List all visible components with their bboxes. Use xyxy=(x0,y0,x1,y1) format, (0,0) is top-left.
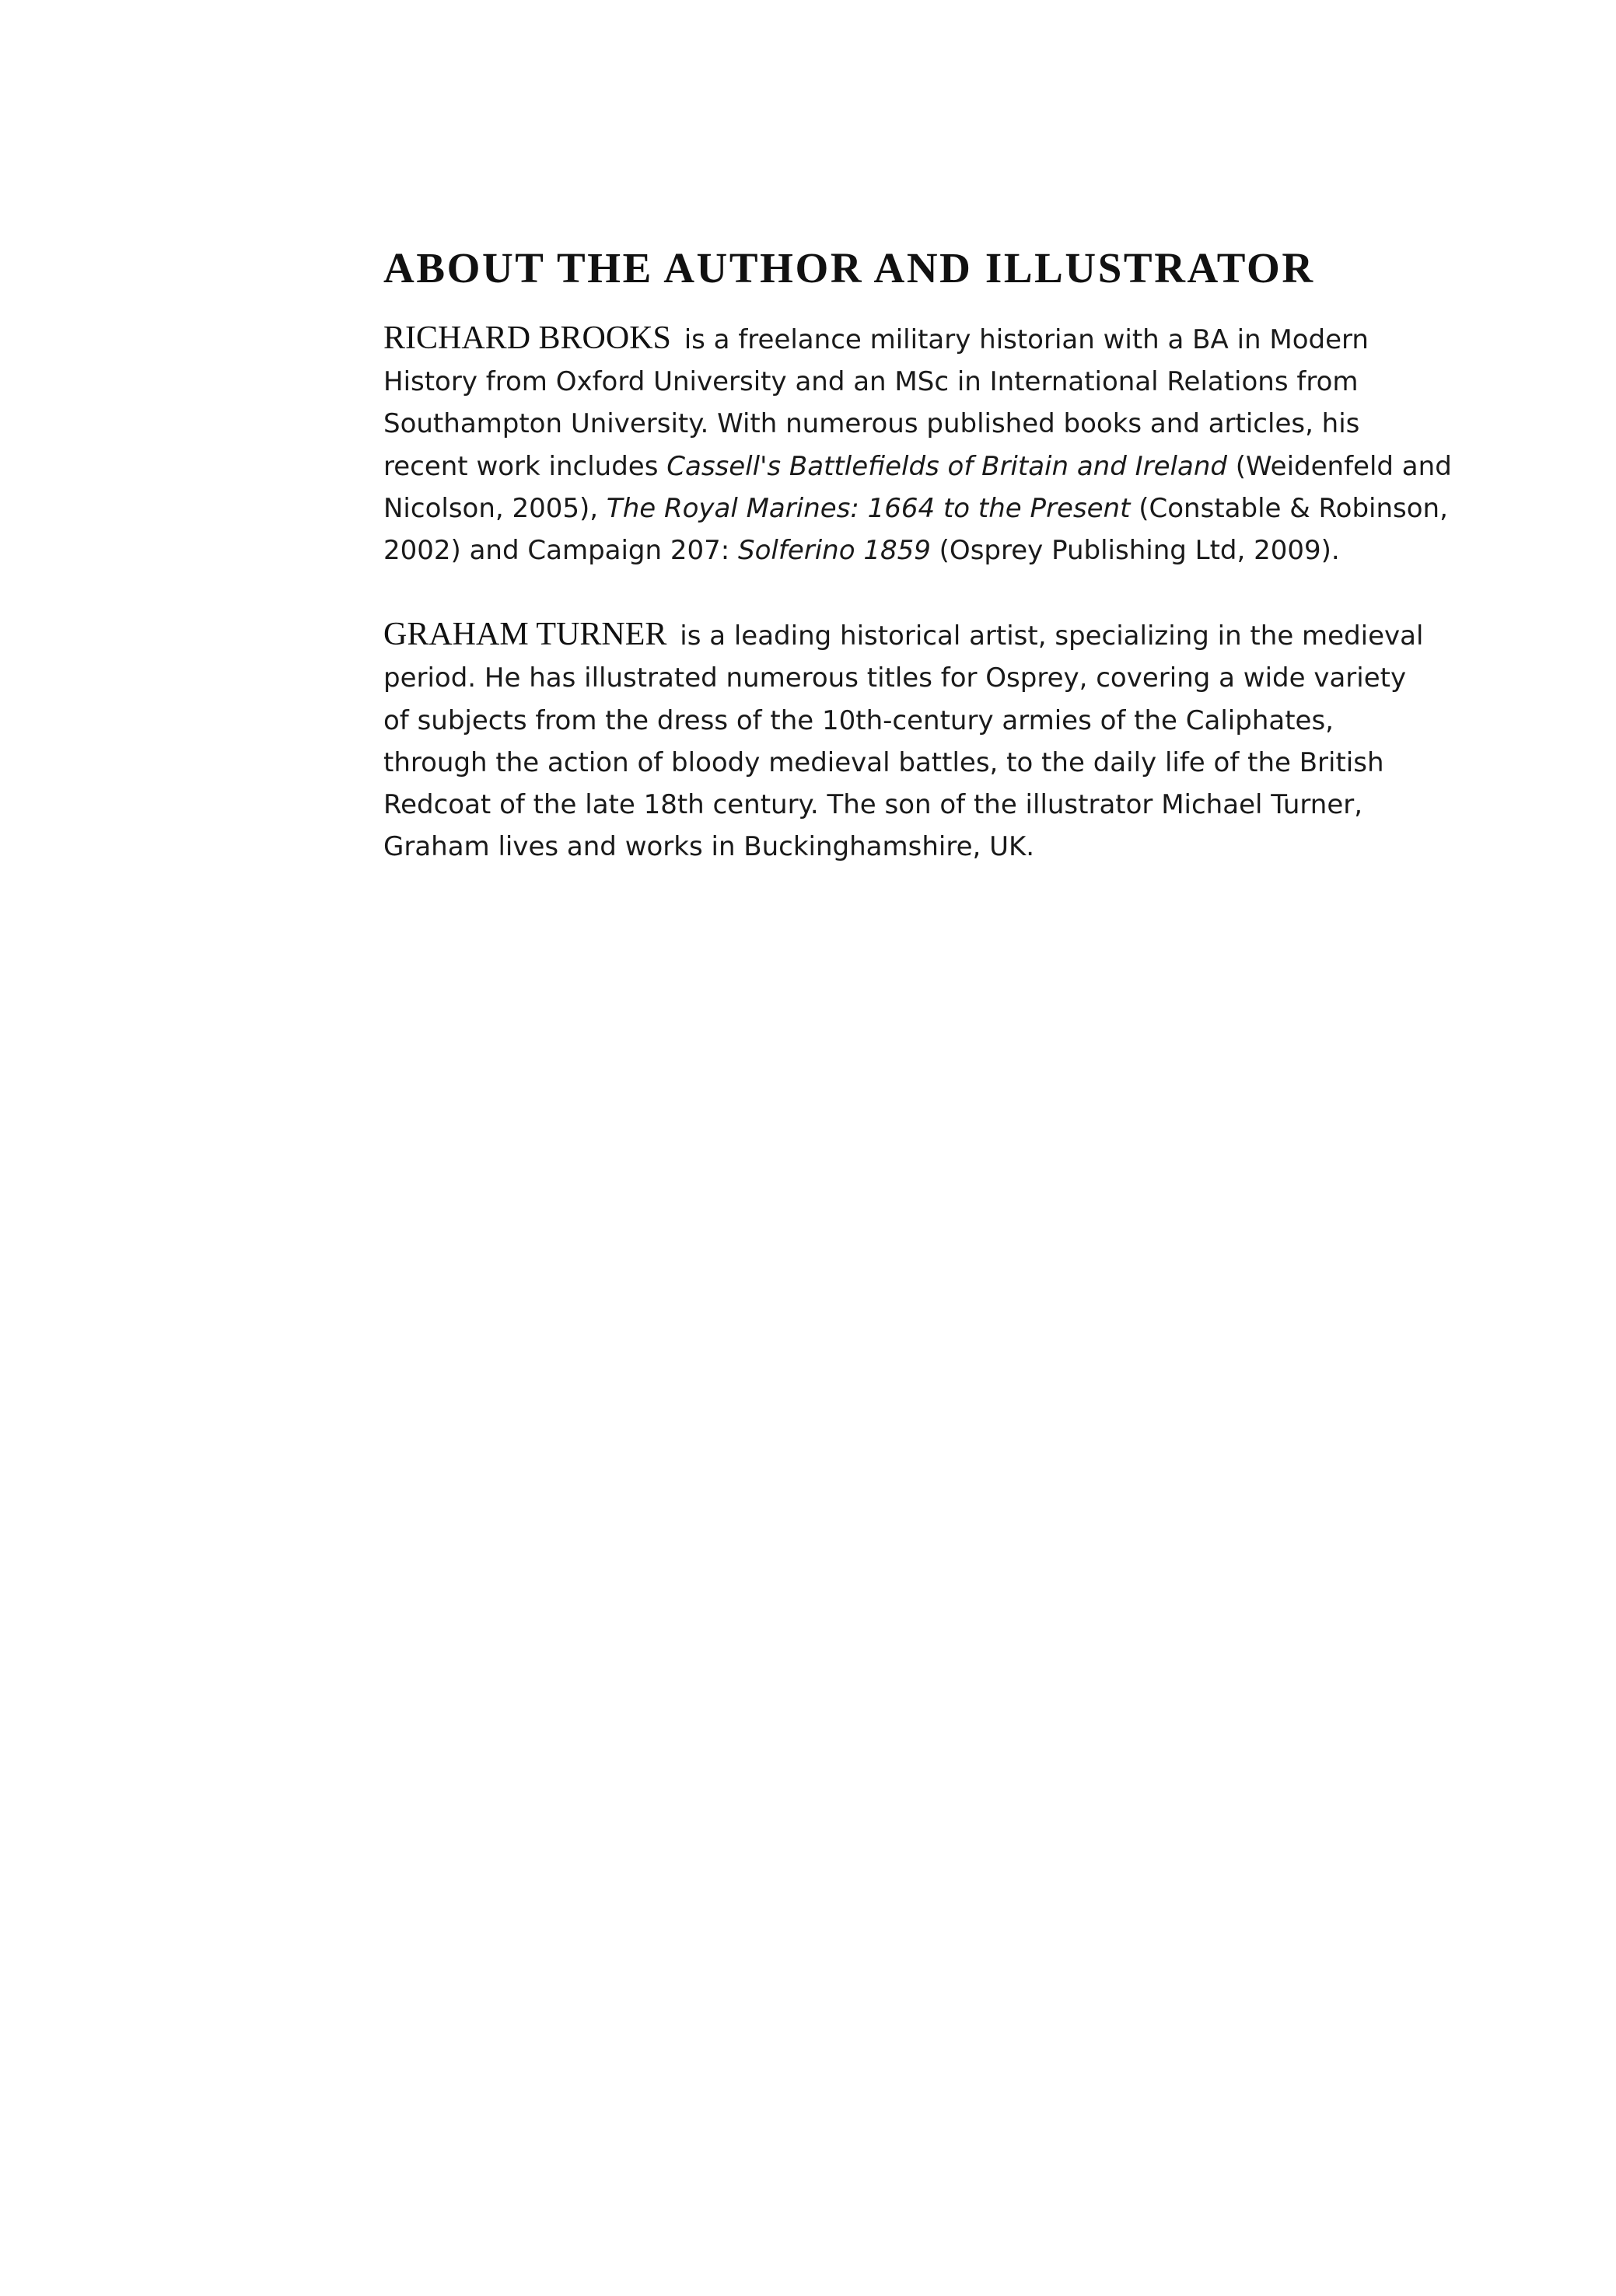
author-bio-line-5 xyxy=(383,529,1472,571)
illustrator-bio-text: Graham lives and works in Buckinghamshire, UK. xyxy=(383,831,1035,863)
author-bio-line-4 xyxy=(383,488,1472,529)
illustrator-bio-line-2 xyxy=(383,700,1472,742)
author-bio-text: (Osprey Publishing Ltd, 2009). xyxy=(930,535,1340,567)
author-bio-text: is a freelance military historian with a BA in Modern xyxy=(675,324,1369,355)
author-bio-line-3 xyxy=(383,446,1472,488)
book-title: Cassell's Battlefields of Britain and Ireland xyxy=(666,450,1227,482)
illustrator-bio-text: of subjects from the dress of the 10th-century armies of the Caliphates, xyxy=(383,704,1334,736)
about-section xyxy=(383,233,1472,868)
illustrator-bio-line-3 xyxy=(383,742,1472,784)
author-bio-text: 2002) and Campaign 207: xyxy=(383,535,739,567)
illustrator-bio-text: period. He has illustrated numerous titles for Osprey, covering a wide variety xyxy=(383,662,1407,694)
book-title: Solferino 1859 xyxy=(738,535,931,567)
author-bio-text: Southampton University. With numerous published books and articles, his xyxy=(383,408,1360,440)
illustrator-name: GRAHAM TURNER xyxy=(383,617,667,653)
author-name: RICHARD BROOKS xyxy=(383,320,671,356)
author-bio-line-0 xyxy=(383,317,1472,361)
author-bio-text: History from Oxford University and an MSc in International Relations from xyxy=(383,366,1359,398)
illustrator-bio-line-0 xyxy=(383,613,1472,657)
author-bio-line-2 xyxy=(383,403,1472,445)
author-bio-text: (Constable & Robinson, xyxy=(1130,492,1448,524)
illustrator-bio xyxy=(383,613,1472,868)
page-title: ABOUT THE AUTHOR AND ILLUSTRATOR xyxy=(383,244,1315,292)
illustrator-bio-line-4 xyxy=(383,784,1472,826)
book-title: The Royal Marines: 1664 to the Present xyxy=(606,492,1131,524)
author-bio-text: recent work includes xyxy=(383,450,667,482)
illustrator-bio-line-5 xyxy=(383,826,1472,868)
author-bio-line-1 xyxy=(383,361,1472,403)
author-bio-text: Nicolson, 2005), xyxy=(383,492,607,524)
author-bio xyxy=(383,317,1472,571)
illustrator-bio-text: through the action of bloody medieval battles, to the daily life of the British xyxy=(383,746,1384,778)
illustrator-bio-line-1 xyxy=(383,657,1472,699)
illustrator-bio-text: is a leading historical artist, specializing in the medieval xyxy=(671,620,1424,652)
illustrator-bio-text: Redcoat of the late 18th century. The son of the illustrator Michael Turner, xyxy=(383,789,1363,821)
author-bio-text: (Weidenfeld and xyxy=(1226,450,1452,482)
